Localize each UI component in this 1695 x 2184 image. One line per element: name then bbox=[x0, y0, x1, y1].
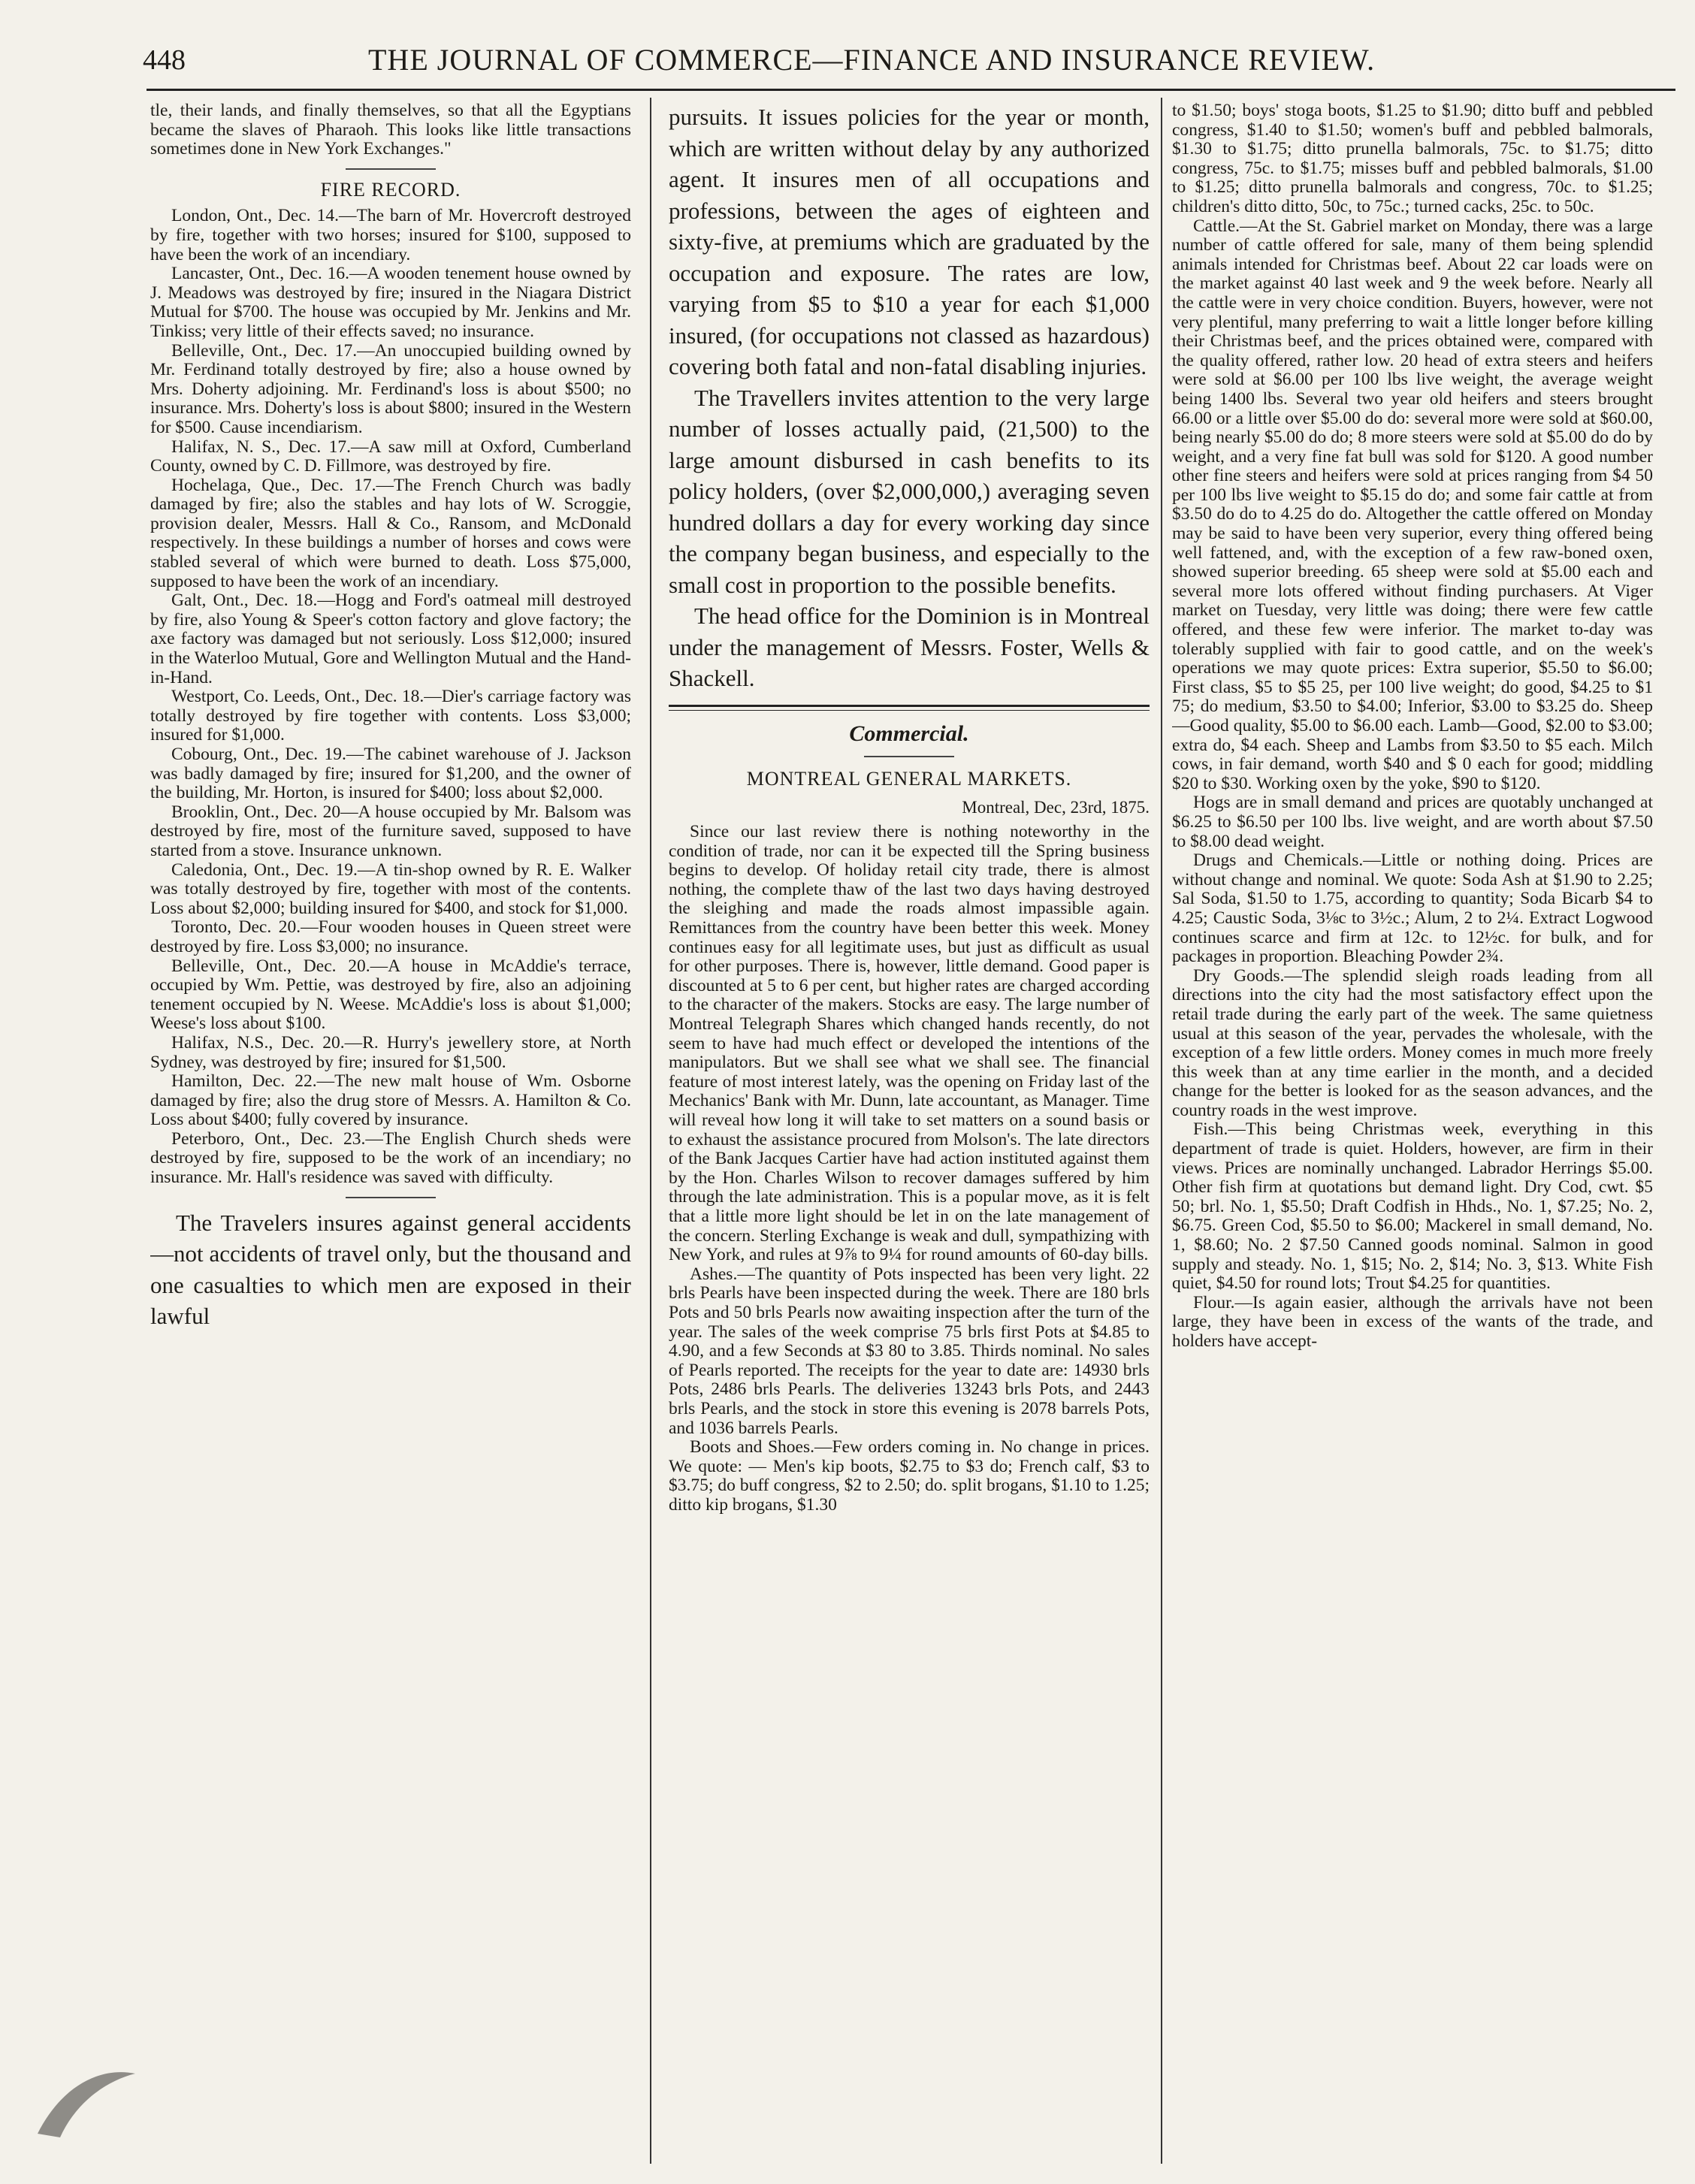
drugs-chemicals-paragraph: Drugs and Chemicals.—Little or nothing doing. Prices are without change and nominal. We quote: Soda Ash at $1.90 to 2.25; Sal Soda, $1.50 to 1.75, according to quantity; Soda Bicarb $4 to 4.25; Caustic Soda, 3⅛c to 3½c.; Alum, 2 to 2¼. Extract Logwood continues scarce and firm at 12c. to 12½c. for bulk, and for packages in proportion. Bleaching Powder 2¾. bbox=[1172, 850, 1653, 967]
travelers-paragraph: The head office for the Dominion is in Montreal under the management of Messrs. Foster, Wells & Shackell. bbox=[669, 603, 1150, 691]
boots-shoes-paragraph: Boots and Shoes.—Few orders coming in. No change in prices. We quote: — Men's kip boots, $2.75 to $3 do; French calf, $3 to $3.75; do buff congress, $2 to 2.50; do. split brogans, $1.10 to 1.25; ditto kip brogans, $1.30 bbox=[669, 1437, 1150, 1515]
fire-entry: Caledonia, Ont., Dec. 19.—A tin-shop owned by R. E. Walker was totally destroyed by fire, together with most of the contents. Loss about $2,000; building insured for $400, and stock for $1,000. bbox=[150, 859, 631, 918]
column-divider bbox=[650, 98, 651, 2164]
column-2 bbox=[669, 101, 1150, 2139]
boots-shoes-continuation: to $1.50; boys' stoga boots, $1.25 to $1.90; ditto buff and pebbled congress, $1.40 to $1.50; women's buff and pebbled balmorals, $1.30 to $1.75; ditto prunella balmorals, 75c. to $1.75; ditto congress, 75c. to $1.75; misses buff and pebbled balmorals, $1.00 to $1.25; ditto prunella balmorals and congress, 70c. to $1.25; children's ditto ditto, 50c, to 75c.; turned cacks, 25c. to 50c. bbox=[1172, 101, 1653, 216]
fire-entry: Halifax, N.S., Dec. 20.—R. Hurry's jewellery store, at North Sydney, was destroyed by fire; insured for $1,500. bbox=[150, 1032, 631, 1072]
commercial-heading: Commercial. bbox=[849, 720, 969, 746]
article-continuation: tle, their lands, and finally themselves, so that all the Egyptians became the slaves of Pharaoh. This looks like little transactions sometimes done in New York Exchanges." bbox=[150, 101, 631, 159]
page-curl-smudge bbox=[30, 1953, 143, 2141]
column-3 bbox=[1172, 101, 1653, 2139]
fire-entry: Galt, Ont., Dec. 18.—Hogg and Ford's oatmeal mill destroyed by fire, also Young & Speer's cotton factory and glove factory; the axe factory was damaged but not seriously. Loss $12,000; insured in the Waterloo Mutual, Gore and Wellington Mutual and the Hand-in-Hand. bbox=[150, 591, 631, 687]
page-number: 448 bbox=[143, 44, 186, 76]
page-header bbox=[143, 39, 1675, 84]
travelers-paragraph: The Travelers insures against general accidents—not accidents of travel only, but the thousand and one casualties to which men are exposed in their lawful bbox=[150, 1209, 631, 1330]
separator-rule bbox=[346, 168, 436, 170]
fire-record-list bbox=[150, 207, 631, 1187]
fire-entry: Peterboro, Ont., Dec. 23.—The English Church sheds were destroyed by fire, supposed to be the work of an incendiary; no insurance. Mr. Hall's residence was saved with difficulty. bbox=[150, 1128, 631, 1188]
section-rule bbox=[669, 705, 1150, 711]
flour-paragraph: Flour.—Is again easier, although the arrivals have not been large, they have been in excess of the wants of the trade, and holders have accept- bbox=[1172, 1292, 1653, 1351]
ashes-paragraph: Ashes.—The quantity of Pots inspected has been very light. 22 brls Pearls have been inspected during the week. There are 180 brls Pots and 50 brls Pearls now awaiting inspection after the turn of the year. The sales of the week comprise 75 brls first Pots at $4.85 to 4.90, and a few Seconds at $3 80 to 3.85. Thirds nominal. No sales of Pearls reported. The receipts for the year to date are: 14930 brls Pots, 2486 brls Pearls. The deliveries 13243 brls Pots, and 2443 brls Pearls, and the stock in store this evening is 2078 barrels Pots, and 1036 barrels Pearls. bbox=[669, 1264, 1150, 1438]
fire-entry: Belleville, Ont., Dec. 20.—A house in McAddie's terrace, occupied by Wm. Pettie, was destroyed by fire, also an adjoining tenement occupied by N. Weese. McAddie's loss is about $1,000; Weese's loss about $100. bbox=[150, 956, 631, 1034]
column-divider bbox=[1161, 98, 1162, 2164]
fire-entry: Cobourg, Ont., Dec. 19.—The cabinet warehouse of J. Jackson was badly damaged by fire; insured for $1,200, and the owner of the building, Mr. Horton, is insured for $400; loss about $2,000. bbox=[150, 745, 631, 803]
fire-entry: London, Ont., Dec. 14.—The barn of Mr. Hovercroft destroyed by fire, together with two horses; insured for $100, supposed to have been the work of an incendiary. bbox=[150, 206, 631, 264]
fire-entry: Hochelaga, Que., Dec. 17.—The French Church was badly damaged by fire; also the stables and hay lots of W. Scroggie, provision dealer, Messrs. Hall & Co., Ransom, and McDonald respectively. In these buildings a number of horses and cows were stabled several of which were burned to death. Loss $75,000, supposed to have been the work of an incendiary. bbox=[150, 475, 631, 591]
travelers-paragraph: The Travellers invites attention to the very large number of losses actually paid, (21,500) to the large amount disbursed in cash benefits to its policy holders, (over $2,000,000,) averaging seven hundred dollars a day for every working day since the company began business, and especially to the small cost in proportion to the possible benefits. bbox=[669, 384, 1150, 598]
hogs-paragraph: Hogs are in small demand and prices are quotably unchanged at $6.25 to $6.50 per 100 lbs. live weight, and are worth about $7.50 to $8.00 dead weight. bbox=[1172, 793, 1653, 851]
fire-record-heading: FIRE RECORD. bbox=[320, 178, 461, 201]
column-1 bbox=[150, 101, 631, 2139]
separator-rule bbox=[346, 1197, 436, 1198]
dateline: Montreal, Dec, 23rd, 1875. bbox=[962, 797, 1150, 817]
dry-goods-paragraph: Dry Goods.—The splendid sleigh roads leading from all directions into the city had the most satisfactory effect upon the retail trade during the early part of the week. The same quietness usual at this season of the year, pervades the wholesale, with the exception of a few little orders. Money comes in much more freely this week than at any time earlier in the month, and a decided change for the better is looked for as the season advances, and the country roads in the west improve. bbox=[1172, 965, 1653, 1120]
header-rule bbox=[147, 89, 1675, 91]
fire-entry: Lancaster, Ont., Dec. 16.—A wooden tenement house owned by J. Meadows was destroyed by fire; insured in the Niagara District Mutual for $700. The house was occupied by Mr. Jenkins and Mr. Tinkiss; very little of their effects saved; no insurance. bbox=[150, 264, 631, 341]
fire-entry: Brooklin, Ont., Dec. 20—A house occupied by Mr. Balsom was destroyed by fire, most of the furniture saved, supposed to have started from a stove. Insurance unknown. bbox=[150, 802, 631, 860]
separator-rule bbox=[864, 756, 954, 757]
fire-entry: Halifax, N. S., Dec. 17.—A saw mill at Oxford, Cumberland County, owned by C. D. Fillmore, was destroyed by fire. bbox=[150, 436, 631, 476]
fire-entry: Hamilton, Dec. 22.—The new malt house of Wm. Osborne damaged by fire; also the drug store of Messrs. A. Hamilton & Co. Loss about $400; fully covered by insurance. bbox=[150, 1071, 631, 1130]
fire-entry: Toronto, Dec. 20.—Four wooden houses in Queen street were destroyed by fire. Loss $3,000; no insurance. bbox=[150, 917, 631, 956]
fire-entry: Belleville, Ont., Dec. 17.—An unoccupied building owned by Mr. Ferdinand totally destroyed by fire; also a house owned by Mrs. Doherty adjoining. Mr. Ferdinand's loss is about $500; no insurance. Mrs. Doherty's loss is about $800; insured in the Western for $500. Cause incendiarism. bbox=[150, 340, 631, 437]
markets-heading: MONTREAL GENERAL MARKETS. bbox=[746, 767, 1072, 790]
cattle-paragraph: Cattle.—At the St. Gabriel market on Monday, there was a large number of cattle offered for sale, many of them being splendid animals intended for Christmas beef. About 22 car loads were on the market against 40 last week and 9 the week before. Nearly all the cattle were in very choice condition. Buyers, however, were not very plentiful, many preferring to wait a little longer before killing their Christmas beef, and the prices obtained were, compared with the quality offered, rather low. 20 head of extra steers and heifers were sold at $6.00 per 100 lbs live weight, the average weight being 1400 lbs. Several two year old heifers and steers brought 66.00 or a little over $5.00 do do: several more were sold at $60.00, being nearly $5.00 do do; 8 more steers were sold at $5.00 do do by weight, and a very fine fat bull was sold for $120. A good number other fine steers and heifers were sold at prices ranging from $4 50 per 100 lbs live weight to $5.15 do do; and some fair cattle at from $3.50 do do to 4.25 do do. Altogether the cattle offered on Monday may be said to have been very superior, every thing offered being well fattened, and, with the exception of a few raw-boned oxen, showed superior breeding. 65 sheep were sold at $5.00 each and several more lots offered without finding purchasers. At Viger market on Tuesday, very little was doing; there were few cattle offered, and these few were inferior. The market to-day was tolerably supplied with fair to good cattle, and on the week's operations we may quote prices: Extra superior, $5.50 to $6.00; First class, $5 to $5 25, per 100 live weight; do good, $4.25 to $1 75; do medium, $3.50 to $4.00; Inferior, $3.00 to $3.25 do. Sheep—Good quality, $5.00 to $6.00 each. Lamb—Good, $2.00 to $3.00; extra do, $4 each. Sheep and Lambs from $3.50 to $5 each. Milch cows, in fair demand, worth $40 and $ 0 each for good; middling $20 to $30. Working oxen by the yoke, $90 to $120. bbox=[1172, 216, 1653, 793]
running-title: THE JOURNAL OF COMMERCE—FINANCE AND INSURANCE REVIEW. bbox=[368, 43, 1376, 77]
fire-entry: Westport, Co. Leeds, Ont., Dec. 18.—Dier's carriage factory was totally destroyed by fire together with contents. Loss $3,000; insured for $1,000. bbox=[150, 687, 631, 745]
fish-paragraph: Fish.—This being Christmas week, everything in this department of trade is quiet. Holders, however, are firm in their views. Prices are nominally unchanged. Labrador Herrings $5.00. Other fish firm at quotations but demand light. Dry Cod, cwt. $5 50; brl. No. 1, $5.50; Draft Codfish in Hhds., No. 1, $7.25; No. 2, $6.75. Green Cod, $5.50 to $6.00; Mackerel in small demand, No. 1, $8.60; No. 2 $7.50 Canned goods nominal. Salmon in good supply and steady. No. 1, $15; No. 2, $14; No. 3, $13. White Fish quiet, $4.50 for round lots; Trout $4.25 for quantities. bbox=[1172, 1119, 1653, 1294]
markets-paragraph: Since our last review there is nothing noteworthy in the condition of trade, nor can it be expected till the Spring business begins to develop. Of holiday retail city trade, there is almost nothing, the complete thaw of the last two days having destroyed the sleighing and made the roads almost impassible again. Remittances from the country have been better this week. Money continues easy for all legitimate uses, but just as difficult as usual for other purposes. There is, however, little demand. Good paper is discounted at 5 to 6 per cent, but higher rates are charged according to the character of the makers. Stocks are easy. The large number of Montreal Telegraph Shares which changed hands recently, do not seem to have had much effect or developed the intentions of the manipulators. But we shall see what we shall see. The financial feature of most interest lately, was the opening on Friday last of the Mechanics' Bank with Mr. Dunn, late accountant, as Manager. Time will reveal how long it will take to set matters on a sound basis or to exhaust the assistance procured from Molson's. The late directors of the Bank Jacques Cartier have had action instituted against them by the Hon. Charles Wilson to recover damages suffered by him through the late administration. This is a popular move, as it is felt that a little more light should be let in on the late management of the concern. Sterling Exchange is weak and dull, sympathizing with New York, and rules at 9⅞ to 9¼ for round amounts of 60-day bills. bbox=[669, 822, 1150, 1265]
travelers-paragraph: pursuits. It issues policies for the year or month, which are written without delay by any authorized agent. It insures men of all occupations and professions, between the ages of eighteen and sixty-five, at premiums which are graduated by the occupation and exposure. The rates are low, varying from $5 to $10 a year for each $1,000 insured, (for occupations not classed as hazardous) covering both fatal and non-fatal disabling injuries. bbox=[669, 104, 1150, 379]
